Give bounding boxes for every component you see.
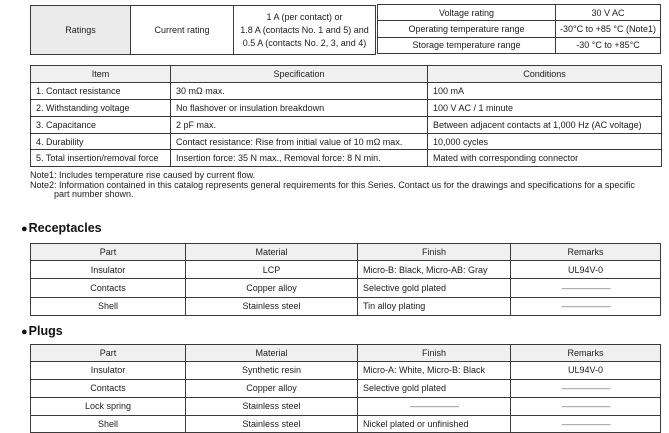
note2 bbox=[30, 181, 636, 200]
table-header-row bbox=[31, 244, 661, 261]
note1: Note1: Includes temperature rise caused by current flow. bbox=[30, 170, 256, 180]
ratings-value-line1: 1 A (per contact) or bbox=[266, 11, 343, 22]
cell-material: Synthetic resin bbox=[186, 361, 358, 379]
cell-remarks: —————— bbox=[511, 415, 661, 433]
ratings-label: Ratings bbox=[31, 6, 131, 55]
table-row bbox=[378, 5, 661, 21]
cell-part: Shell bbox=[31, 297, 186, 315]
cell-env-value: -30°C to +85 °C (Note1) bbox=[556, 21, 661, 37]
cell-material: Copper alloy bbox=[186, 279, 358, 297]
note2-text: Information contained in this catalog represents general requirements for this Series. Contact us for the drawings and specifications for a specific part number shown. bbox=[54, 179, 635, 200]
plugs-table bbox=[30, 344, 661, 433]
cell-env-value: 30 V AC bbox=[556, 5, 661, 21]
table-row bbox=[31, 379, 661, 397]
cell-specification: 2 pF max. bbox=[171, 116, 428, 133]
cell-specification: No flashover or insulation breakdown bbox=[171, 99, 428, 116]
header-remarks: Remarks bbox=[511, 244, 661, 261]
table-row bbox=[31, 361, 661, 379]
cell-finish: Micro-A: White, Micro-B: Black bbox=[358, 361, 511, 379]
cell-part: Insulator bbox=[31, 361, 186, 379]
cell-remarks: —————— bbox=[511, 379, 661, 397]
header-part: Part bbox=[31, 244, 186, 261]
cell-part: Contacts bbox=[31, 379, 186, 397]
cell-material: Stainless steel bbox=[186, 297, 358, 315]
cell-item: 4. Durability bbox=[31, 133, 171, 150]
cell-item: 3. Capacitance bbox=[31, 116, 171, 133]
header-remarks: Remarks bbox=[511, 345, 661, 362]
cell-finish: Selective gold plated bbox=[358, 279, 511, 297]
table-row bbox=[378, 37, 661, 53]
cell-material: Stainless steel bbox=[186, 397, 358, 415]
cell-env-label: Voltage rating bbox=[378, 5, 556, 21]
table-row bbox=[31, 133, 662, 150]
plugs-heading-label: Plugs bbox=[28, 324, 63, 338]
notes-block bbox=[30, 171, 636, 200]
ratings-parameter: Current rating bbox=[131, 6, 234, 55]
table-row bbox=[31, 150, 662, 167]
cell-env-label: Operating temperature range bbox=[378, 21, 556, 37]
cell-finish: Micro-B: Black, Micro-AB: Gray bbox=[358, 260, 511, 278]
header-material: Material bbox=[186, 345, 358, 362]
cell-material: LCP bbox=[186, 260, 358, 278]
specifications-table bbox=[30, 65, 662, 167]
cell-remarks: —————— bbox=[511, 279, 661, 297]
cell-conditions: Between adjacent contacts at 1,000 Hz (AC voltage) bbox=[428, 116, 662, 133]
cell-conditions: 100 V AC / 1 minute bbox=[428, 99, 662, 116]
cell-remarks: UL94V-0 bbox=[511, 260, 661, 278]
cell-conditions: 100 mA bbox=[428, 82, 662, 99]
cell-env-label: Storage temperature range bbox=[378, 37, 556, 53]
table-row bbox=[31, 397, 661, 415]
cell-finish: —————— bbox=[358, 397, 511, 415]
table-row bbox=[31, 279, 661, 297]
receptacles-heading-label: Receptacles bbox=[28, 221, 102, 235]
cell-env-value: -30 °C to +85°C bbox=[556, 37, 661, 53]
table-row bbox=[31, 260, 661, 278]
cell-conditions: Mated with corresponding connector bbox=[428, 150, 662, 167]
cell-conditions: 10,000 cycles bbox=[428, 133, 662, 150]
ratings-table bbox=[30, 5, 376, 55]
cell-part: Contacts bbox=[31, 279, 186, 297]
cell-remarks: UL94V-0 bbox=[511, 361, 661, 379]
table-row bbox=[31, 116, 662, 133]
cell-material: Stainless steel bbox=[186, 415, 358, 433]
cell-part: Insulator bbox=[31, 260, 186, 278]
ratings-value-line3: 0.5 A (contacts No. 2, 3, and 4) bbox=[242, 37, 367, 48]
cell-item: 1. Contact resistance bbox=[31, 82, 171, 99]
header-specification: Specification bbox=[171, 66, 428, 83]
ratings-value bbox=[234, 6, 376, 55]
cell-remarks: —————— bbox=[511, 297, 661, 315]
note2-label: Note2: bbox=[30, 179, 57, 190]
cell-remarks: —————— bbox=[511, 397, 661, 415]
bullet-icon: ● bbox=[21, 326, 28, 338]
header-part: Part bbox=[31, 345, 186, 362]
cell-specification: Insertion force: 35 N max., Removal force: 8 N min. bbox=[171, 150, 428, 167]
cell-item: 5. Total insertion/removal force bbox=[31, 150, 171, 167]
table-row bbox=[31, 415, 661, 433]
cell-specification: Contact resistance: Rise from initial value of 10 mΩ max. bbox=[171, 133, 428, 150]
table-row bbox=[31, 297, 661, 315]
header-material: Material bbox=[186, 244, 358, 261]
header-finish: Finish bbox=[358, 345, 511, 362]
cell-finish: Nickel plated or unfinished bbox=[358, 415, 511, 433]
table-row bbox=[378, 21, 661, 37]
cell-finish: Tin alloy plating bbox=[358, 297, 511, 315]
cell-finish: Selective gold plated bbox=[358, 379, 511, 397]
table-header-row bbox=[31, 66, 662, 83]
cell-material: Copper alloy bbox=[186, 379, 358, 397]
table-row bbox=[31, 82, 662, 99]
header-item: Item bbox=[31, 66, 171, 83]
receptacles-heading bbox=[21, 221, 102, 235]
table-row bbox=[31, 99, 662, 116]
table-row bbox=[31, 6, 376, 55]
ratings-value-line2: 1.8 A (contacts No. 1 and 5) and bbox=[240, 24, 369, 35]
plugs-heading bbox=[21, 324, 63, 338]
receptacles-table bbox=[30, 243, 661, 316]
bullet-icon: ● bbox=[21, 223, 28, 235]
cell-part: Shell bbox=[31, 415, 186, 433]
cell-specification: 30 mΩ max. bbox=[171, 82, 428, 99]
cell-part: Lock spring bbox=[31, 397, 186, 415]
environment-table bbox=[377, 4, 661, 54]
header-finish: Finish bbox=[358, 244, 511, 261]
cell-item: 2. Withstanding voltage bbox=[31, 99, 171, 116]
table-header-row bbox=[31, 345, 661, 362]
header-conditions: Conditions bbox=[428, 66, 662, 83]
